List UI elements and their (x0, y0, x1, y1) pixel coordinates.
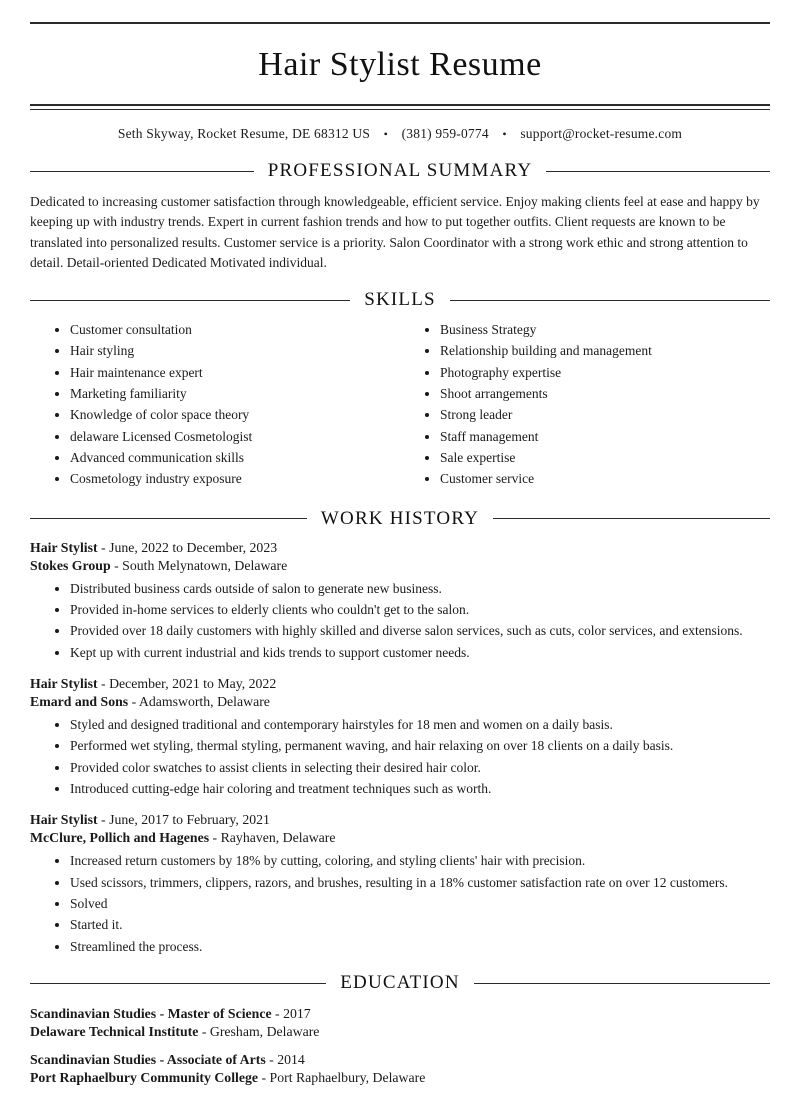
rule-left (30, 518, 307, 519)
list-item: • Started it. (70, 916, 770, 934)
work-entry-role: Hair Stylist (30, 812, 98, 828)
list-item: • Relationship building and management (440, 342, 770, 360)
work-entry-dates: June, 2017 to February, 2021 (109, 812, 270, 828)
education-year: 2017 (283, 1006, 311, 1022)
section-title-education: EDUCATION (340, 972, 460, 994)
work-entry-company-line (30, 694, 770, 710)
list-item: • Customer consultation (70, 321, 400, 339)
list-item: • Knowledge of color space theory (70, 406, 400, 424)
section-title-work-history: WORK HISTORY (320, 507, 480, 529)
education-school: Port Raphaelbury Community College (30, 1070, 259, 1086)
list-item: • Provided in-home services to elderly clients who couldn't get to the salon. (70, 601, 770, 619)
list-item: • Increased return customers by 18% by cutting, coloring, and styling clients' hair with precision. (70, 852, 770, 870)
list-item: • Solved (70, 895, 770, 913)
dash: - (198, 1024, 210, 1040)
list-item: • Performed wet styling, thermal styling, permanent waving, and hair relaxing on over 18 clients on a daily basis. (70, 737, 770, 755)
rule-left (30, 171, 254, 172)
work-entry-location: Rayhaven, Delaware (220, 830, 336, 846)
section-header-work-history (30, 508, 770, 530)
work-entry-company: Emard and Sons (30, 693, 129, 709)
education-program: Scandinavian Studies - Associate of Arts (30, 1052, 266, 1068)
work-entry (30, 676, 770, 798)
section-header-skills (30, 289, 770, 311)
dash: - (110, 557, 123, 573)
work-entry-role-line (30, 676, 770, 692)
education-location: Gresham, Delaware (209, 1024, 320, 1040)
top-rule (30, 22, 770, 24)
summary-text: Dedicated to increasing customer satisfaction through knowledgeable, efficient service. Enjoy making clients feel at ease and happy by keeping up with industry trends. Expert in current fashion trends and how to put together outfits. Client requests are known to be translated into personalized results. Customer service is a priority. Salon Coordinator with a strong work ethic and strong attention to detail. Detail-oriented Dedicated Motivated individual. (30, 194, 760, 270)
dash: - (128, 693, 139, 709)
dash: - (97, 812, 110, 828)
work-entry (30, 540, 770, 662)
list-item: • Hair styling (70, 342, 400, 360)
list-item: • Staff management (440, 428, 770, 446)
work-entry-company-line (30, 830, 770, 846)
education-program: Scandinavian Studies - Master of Science (30, 1006, 272, 1022)
contact-separator-2: • (502, 127, 507, 141)
work-entry-location: South Melynatown, Delaware (122, 557, 288, 573)
list-item: • Used scissors, trimmers, clippers, razors, and brushes, resulting in a 18% customer satisfaction rate on over 12 customers. (70, 874, 770, 892)
work-entry-location: Adamsworth, Delaware (138, 693, 270, 709)
education-program-line (30, 1052, 770, 1068)
section-title-skills: SKILLS (364, 289, 436, 310)
education-school: Delaware Technical Institute (30, 1024, 199, 1040)
section-header-summary (30, 160, 770, 182)
work-entry-role: Hair Stylist (30, 539, 98, 555)
list-item: • Provided color swatches to assist clients in selecting their desired hair color. (70, 759, 770, 777)
page-title: Hair Stylist Resume (258, 46, 542, 83)
contact-name-address: Seth Skyway, Rocket Resume, DE 68312 US (117, 126, 371, 141)
dash: - (97, 675, 110, 691)
skills-column-left (30, 321, 400, 492)
work-entry-bullets (30, 580, 770, 662)
work-entry-company: Stokes Group (30, 557, 111, 573)
rule-right (493, 518, 770, 519)
list-item: • Business Strategy (440, 321, 770, 339)
list-item: • Provided over 18 daily customers with highly skilled and diverse salon services, such as cuts, color services, and extensions. (70, 622, 770, 640)
education-year: 2014 (277, 1052, 305, 1068)
education-program-line (30, 1006, 770, 1022)
work-entry-role: Hair Stylist (30, 675, 98, 691)
education-entry (30, 1052, 770, 1086)
work-entry-company-line (30, 558, 770, 574)
list-item: • Streamlined the process. (70, 938, 770, 956)
work-entry-company: McClure, Pollich and Hagenes (30, 830, 210, 846)
work-entry-role-line (30, 540, 770, 556)
list-item: • Advanced communication skills (70, 449, 400, 467)
contact-separator-1: • (383, 127, 389, 141)
rule-right (546, 171, 770, 172)
list-item: • Customer service (440, 470, 770, 488)
rule-left (30, 300, 350, 301)
work-entry (30, 812, 770, 956)
list-item: • Shoot arrangements (440, 385, 770, 403)
dash: - (258, 1070, 270, 1086)
list-item: • Sale expertise (440, 449, 770, 467)
contact-phone[interactable]: (381) 959-0774 (401, 126, 489, 141)
rule-right (474, 983, 770, 984)
list-item: • Introduced cutting-edge hair coloring and treatment techniques such as worth. (70, 780, 770, 798)
list-item: • Cosmetology industry exposure (70, 470, 400, 488)
dash: - (97, 539, 110, 555)
work-entry-bullets (30, 852, 770, 956)
work-entry-bullets (30, 716, 770, 798)
list-item: • Strong leader (440, 406, 770, 424)
skills-columns (30, 321, 770, 492)
rule-right (450, 300, 770, 301)
section-header-education (30, 972, 770, 994)
list-item: • delaware Licensed Cosmetologist (70, 428, 400, 446)
work-entry-dates: June, 2022 to December, 2023 (109, 539, 278, 555)
education-school-line (30, 1024, 770, 1040)
list-item: • Kept up with current industrial and kids trends to support customer needs. (70, 644, 770, 662)
dash: - (265, 1052, 278, 1068)
dash: - (271, 1006, 284, 1022)
list-item: • Hair maintenance expert (70, 364, 400, 382)
work-entry-dates: December, 2021 to May, 2022 (109, 675, 277, 691)
skills-list-left (30, 321, 400, 488)
contact-email[interactable]: support@rocket-resume.com (520, 126, 683, 141)
contact-line (30, 126, 770, 142)
dash: - (209, 830, 221, 846)
list-item: • Distributed business cards outside of salon to generate new business. (70, 580, 770, 598)
work-entry-role-line (30, 812, 770, 828)
skills-column-right (400, 321, 770, 492)
skills-list-right (400, 321, 770, 488)
section-title-summary: PROFESSIONAL SUMMARY (267, 160, 533, 181)
list-item: • Marketing familiarity (70, 385, 400, 403)
rule-left (30, 983, 326, 984)
list-item: • Photography expertise (440, 364, 770, 382)
education-location: Port Raphaelbury, Delaware (269, 1070, 426, 1086)
title-divider (30, 104, 770, 110)
list-item: • Styled and designed traditional and contemporary hairstyles for 18 men and women on a daily basis. (70, 716, 770, 734)
education-school-line (30, 1070, 770, 1086)
education-entry (30, 1006, 770, 1040)
